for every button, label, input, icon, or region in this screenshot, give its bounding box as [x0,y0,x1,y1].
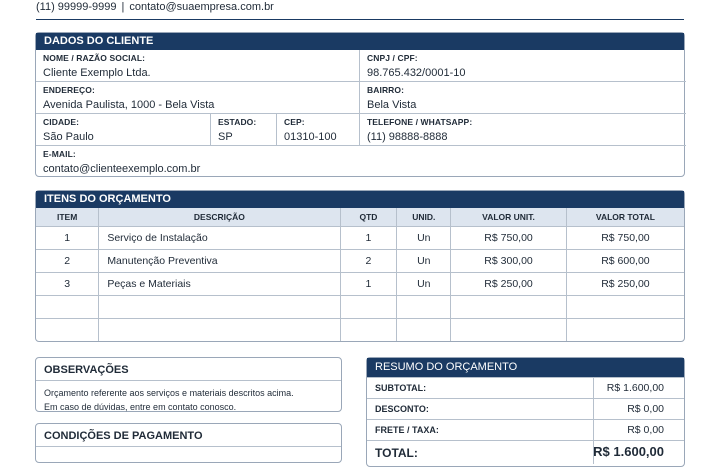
summary-total-row [367,440,684,464]
col-qty: QTD [340,208,397,226]
subtotal-value: R$ 1.600,00 [606,382,664,394]
client-data-grid [36,50,684,176]
payment-conditions-section [35,423,342,463]
freight-label: FRETE / TAXA: [375,425,439,435]
client-district-cell [360,82,686,114]
discount-label: DESCONTO: [375,404,429,414]
client-email-cell [36,146,686,178]
client-name-value: Cliente Exemplo Ltda. [43,67,151,79]
header-divider [36,19,684,20]
client-zip-label: CEP: [284,117,305,127]
item-total-price: R$ 250,00 [566,272,684,295]
client-cnpj-cell [360,50,686,82]
quote-summary-section [366,357,685,467]
quote-items-header: ITENS DO ORÇAMENTO [36,191,684,208]
client-district-label: BAIRRO: [367,85,405,95]
item-unit: Un [397,272,451,295]
table-row [36,226,684,249]
summary-divider [593,420,594,440]
client-city-cell [36,114,211,146]
item-qty: 1 [340,226,397,249]
summary-divider [593,399,594,419]
col-unit: UNID. [397,208,451,226]
company-contact [36,1,274,13]
items-table [36,208,684,341]
items-table-header [36,208,684,226]
col-total-price: VALOR TOTAL [566,208,684,226]
item-qty: 2 [340,249,397,272]
client-cnpj-value: 98.765.432/0001-10 [367,67,466,79]
observations-title: OBSERVAÇÕES [36,358,341,381]
observations-text [36,381,341,419]
client-city-label: CIDADE: [43,117,80,127]
client-name-cell [36,50,360,82]
total-value: R$ 1.600,00 [593,444,664,459]
client-state-value: SP [218,131,233,143]
quote-items-section [35,190,685,342]
item-description: Peças e Materiais [99,272,340,295]
client-address-cell [36,82,360,114]
client-phone-cell [360,114,686,146]
company-phone: (11) 99999-9999 [36,1,117,13]
company-email: contato@suaempresa.com.br [129,1,274,13]
client-email-value: contato@clienteexemplo.com.br [43,163,201,175]
subtotal-label: SUBTOTAL: [375,383,427,393]
freight-value: R$ 0,00 [627,424,664,436]
item-number: 2 [36,249,99,272]
table-row-empty [36,318,684,341]
summary-divider [593,378,594,398]
summary-discount-row [367,398,684,419]
item-unit-price: R$ 750,00 [451,226,567,249]
contact-separator: | [121,1,125,13]
item-number: 1 [36,226,99,249]
item-unit: Un [397,226,451,249]
client-cnpj-label: CNPJ / CPF: [367,53,418,63]
item-total-price: R$ 600,00 [566,249,684,272]
table-row [36,272,684,295]
client-state-cell [211,114,277,146]
item-total-price: R$ 750,00 [566,226,684,249]
client-email-label: E-MAIL: [43,149,76,159]
payment-conditions-title: CONDIÇÕES DE PAGAMENTO [36,424,341,447]
client-zip-cell [277,114,360,146]
client-phone-label: TELEFONE / WHATSAPP: [367,117,473,127]
client-state-label: ESTADO: [218,117,257,127]
item-unit: Un [397,249,451,272]
item-description: Manutenção Preventiva [99,249,340,272]
table-row-empty [36,295,684,318]
item-unit-price: R$ 300,00 [451,249,567,272]
discount-value: R$ 0,00 [627,403,664,415]
col-item: ITEM [36,208,99,226]
summary-freight-row [367,419,684,440]
quote-summary-header: RESUMO DO ORÇAMENTO [367,358,684,377]
client-data-section [35,32,685,177]
summary-subtotal-row [367,377,684,398]
client-address-label: ENDEREÇO: [43,85,95,95]
observations-line-2: Em caso de dúvidas, entre em contato conosco. [44,402,237,412]
client-address-value: Avenida Paulista, 1000 - Bela Vista [43,99,215,111]
col-unit-price: VALOR UNIT. [451,208,567,226]
observations-line-1: Orçamento referente aos serviços e materiais descritos acima. [44,388,294,398]
table-row [36,249,684,272]
total-label: TOTAL: [375,446,418,460]
item-number: 3 [36,272,99,295]
client-zip-value: 01310-100 [284,131,337,143]
item-unit-price: R$ 250,00 [451,272,567,295]
col-description: DESCRIÇÃO [99,208,340,226]
item-description: Serviço de Instalação [99,226,340,249]
client-data-header: DADOS DO CLIENTE [36,33,684,50]
client-name-label: NOME / RAZÃO SOCIAL: [43,53,146,63]
client-district-value: Bela Vista [367,99,417,111]
observations-section [35,357,342,412]
client-city-value: São Paulo [43,131,94,143]
client-phone-value: (11) 98888-8888 [367,131,448,143]
item-qty: 1 [340,272,397,295]
